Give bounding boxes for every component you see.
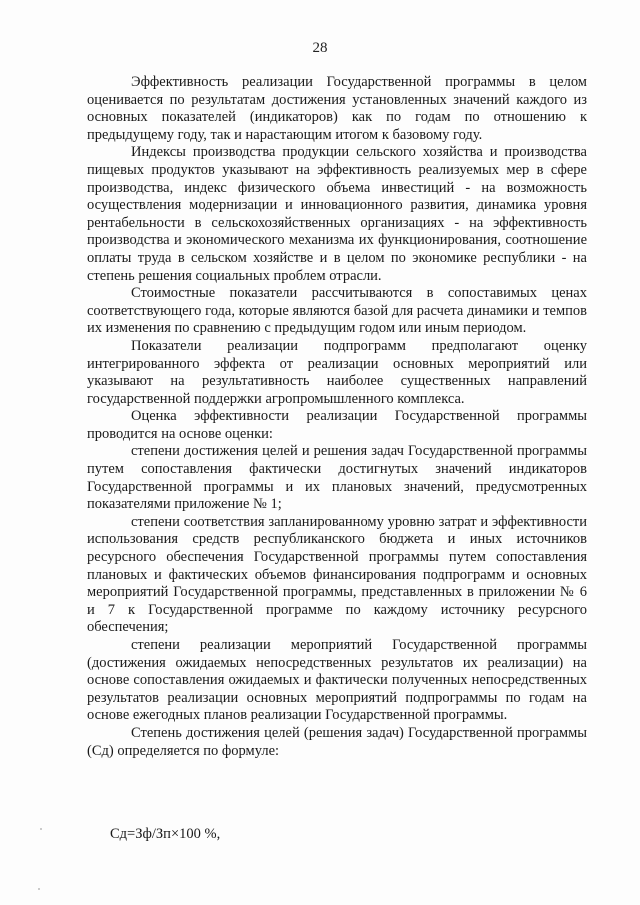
- paragraph-evaluation-overview: Эффективность реализации Государственной программы в целом оценивается по результатам достижения установленных значений каждого из основных показателей (индикаторов) как по годам по отношению к предыдущему году, так и нарастающим итогом к базовому году.: [87, 74, 587, 143]
- paragraph-cost-indicators: Стоимостные показатели рассчитываются в сопоставимых ценах соответствующего года, которые являются базой для расчета динамики и темпов их изменения по сравнению с предыдущим годом или иным периодом.: [87, 285, 587, 337]
- list-item-goals-degree: степени достижения целей и решения задач Государственной программы путем сопоставления фактически достигнутых значений индикаторов Государственной программы и их плановых значений, предусмотренных показателями приложение № 1;: [87, 443, 587, 513]
- page-number: 28: [312, 40, 328, 56]
- paragraph-production-indices: Индексы производства продукции сельского хозяйства и производства пищевых продуктов указывают на эффективность реализуемых мер в сфере производства, индекс физического объема инвестиций - на возможность осуществления модернизации и инновационного развития, динамика уровня рентабельности в сельскохозяйственных организациях - на эффективность производства и экономического механизма их функционирования, соотношение оплаты труда в сельском хозяйстве и в целом по экономике республики - на степень решения социальных проблем отрасли.: [87, 144, 587, 284]
- paragraph-formula-intro: Степень достижения целей (решения задач) Государственной программы (Сд) определяется по формуле:: [87, 724, 587, 759]
- list-item-cost-compliance: степени соответствия запланированному уровню затрат и эффективности использования средств республиканского бюджета и иных источников ресурсного обеспечения Государственной программы путем сопоставления плановых и фактических объемов финансирования подпрограмм и основных мероприятий Государственной программы, представленных в приложении № 6 и 7 к Государственной программе по каждому источнику ресурсного обеспечения;: [87, 513, 587, 636]
- formula: Сд=Зф/Зп×100 %,: [110, 826, 221, 842]
- scan-speck: [40, 828, 42, 830]
- list-item-activities-degree: степени реализации мероприятий Государственной программы (достижения ожидаемых непосредственных результатов их реализации) на основе сопоставления ожидаемых и фактически полученных непосредственных результатов реализации основных мероприятий подпрограммы по годам на основе ежегодных планов реализации Государственной программы.: [87, 637, 587, 724]
- body-text: [87, 74, 587, 760]
- paragraph-evaluation-basis: Оценка эффективности реализации Государственной программы проводится на основе оценки:: [87, 408, 587, 442]
- scan-speck: [38, 888, 40, 890]
- paragraph-subprogram-indicators: Показатели реализации подпрограмм предполагают оценку интегрированного эффекта от реализации основных мероприятий или указывают на результативность наиболее существенных направлений государственной поддержки агропромышленного комплекса.: [87, 337, 587, 407]
